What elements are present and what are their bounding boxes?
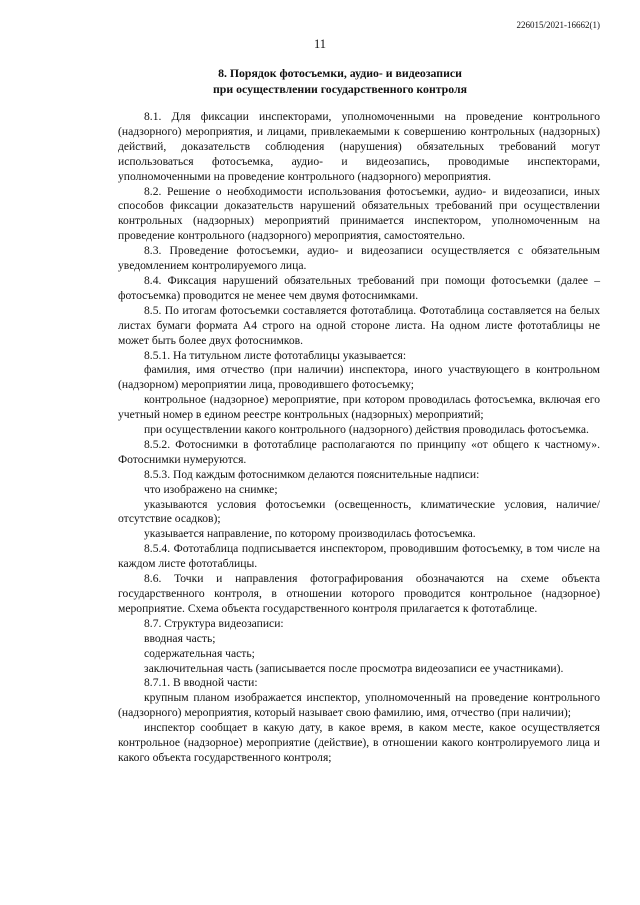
document-id: 226015/2021-16662(1) (516, 20, 600, 30)
list-item: фамилия, имя отчество (при наличии) инспектора, иного участвующего в контрольном (надзорном) мероприятии лица, проводившего фотосъемку; (118, 363, 600, 392)
page-number: 11 (313, 37, 327, 51)
paragraph-8-5: 8.5. По итогам фотосъемки составляется фототаблица. Фототаблица составляется на белых листах бумаги формата А4 строго на одной стороне листа. На одном листе фототаблицы не может быть более двух фотоснимков. (118, 303, 600, 347)
list-item: заключительная часть (записывается после просмотра видеозаписи ее участниками). (144, 661, 564, 675)
list-item: указывается направление, по которому производилась фотосъемка. (144, 527, 476, 541)
section-heading-line-1: 8. Порядок фотосъемки, аудио- и видеозаписи (218, 66, 462, 80)
paragraph-8-2: 8.2. Решение о необходимости использования фотосъемки, аудио- и видеозаписи, иных способов фиксации доказательств нарушений обязательных требований при осуществлении контрольных (надзорных) мероприятий принимается инспектором, уполномоченным на проведение контрольного (надзорного) мероприятия, самостоятельно. (118, 184, 600, 243)
list-item: указываются условия фотосъемки (освещенность, климатические условия, наличие/отсутствие осадков); (118, 497, 600, 526)
paragraph-8-6: 8.6. Точки и направления фотографирования обозначаются на схеме объекта государственного контроля, в отношении которого проводится контрольное (надзорное) мероприятие. Схема объекта государственного контроля прилагается к фототаблице. (118, 572, 600, 615)
paragraph-8-7: 8.7. Структура видеозаписи: (144, 616, 284, 630)
paragraph-8-5-4: 8.5.4. Фототаблица подписывается инспектором, проводившим фотосъемку, в том числе на каждом листе фототаблицы. (118, 542, 600, 571)
section-heading (80, 66, 600, 97)
list-item: инспектор сообщает в какую дату, в какое время, в каком месте, какое осуществляется контрольное (надзорное) мероприятие (действие), в отношении какого контролируемого лица и какого объекта государственного контроля; (118, 721, 600, 764)
paragraph-8-3: 8.3. Проведение фотосъемки, аудио- и видеозаписи осуществляется с обязательным уведомлением контролируемого лица. (118, 244, 600, 273)
list-item: что изображено на снимке; (144, 482, 278, 496)
paragraph-8-1: 8.1. Для фиксации инспекторами, уполномоченными на проведение контрольного (надзорного) мероприятия, и лицами, привлекаемыми к совершению контрольных (надзорных) действий, доказательств соблюдения (нарушения) обязательных требований могут использоваться фотосъемка, аудио- и видеозапись, проводимые инспекторами, уполномоченными на проведение контрольного (надзорного) мероприятия. (118, 110, 600, 183)
paragraph-8-5-1: 8.5.1. На титульном листе фототаблицы указывается: (144, 348, 407, 362)
document-body (118, 110, 600, 766)
paragraph-8-7-1: 8.7.1. В вводной части: (144, 676, 258, 690)
list-item: вводная часть; (144, 631, 216, 645)
section-heading-line-2: при осуществлении государственного контроля (212, 81, 467, 96)
list-item: крупным планом изображается инспектор, уполномоченный на проведение контрольного (надзорного) мероприятия, который называет свою фамилию, имя, отчество (при наличии); (118, 691, 600, 720)
list-item: содержательная часть; (144, 646, 255, 660)
paragraph-8-4: 8.4. Фиксация нарушений обязательных требований при помощи фотосъемки (далее – фотосъемка) проводится не менее чем двумя фотоснимками. (118, 273, 600, 302)
paragraph-8-5-3: 8.5.3. Под каждым фотоснимком делаются пояснительные надписи: (144, 467, 480, 481)
paragraph-8-5-2: 8.5.2. Фотоснимки в фототаблице располагаются по принципу «от общего к частному». Фотоснимки нумеруются. (118, 437, 600, 466)
list-item: при осуществлении какого контрольного (надзорного) действия проводилась фотосъемка. (144, 423, 589, 437)
list-item: контрольное (надзорное) мероприятие, при котором проводилась фотосъемка, включая его учетный номер в едином реестре контрольных (надзорных) мероприятий; (118, 393, 600, 422)
